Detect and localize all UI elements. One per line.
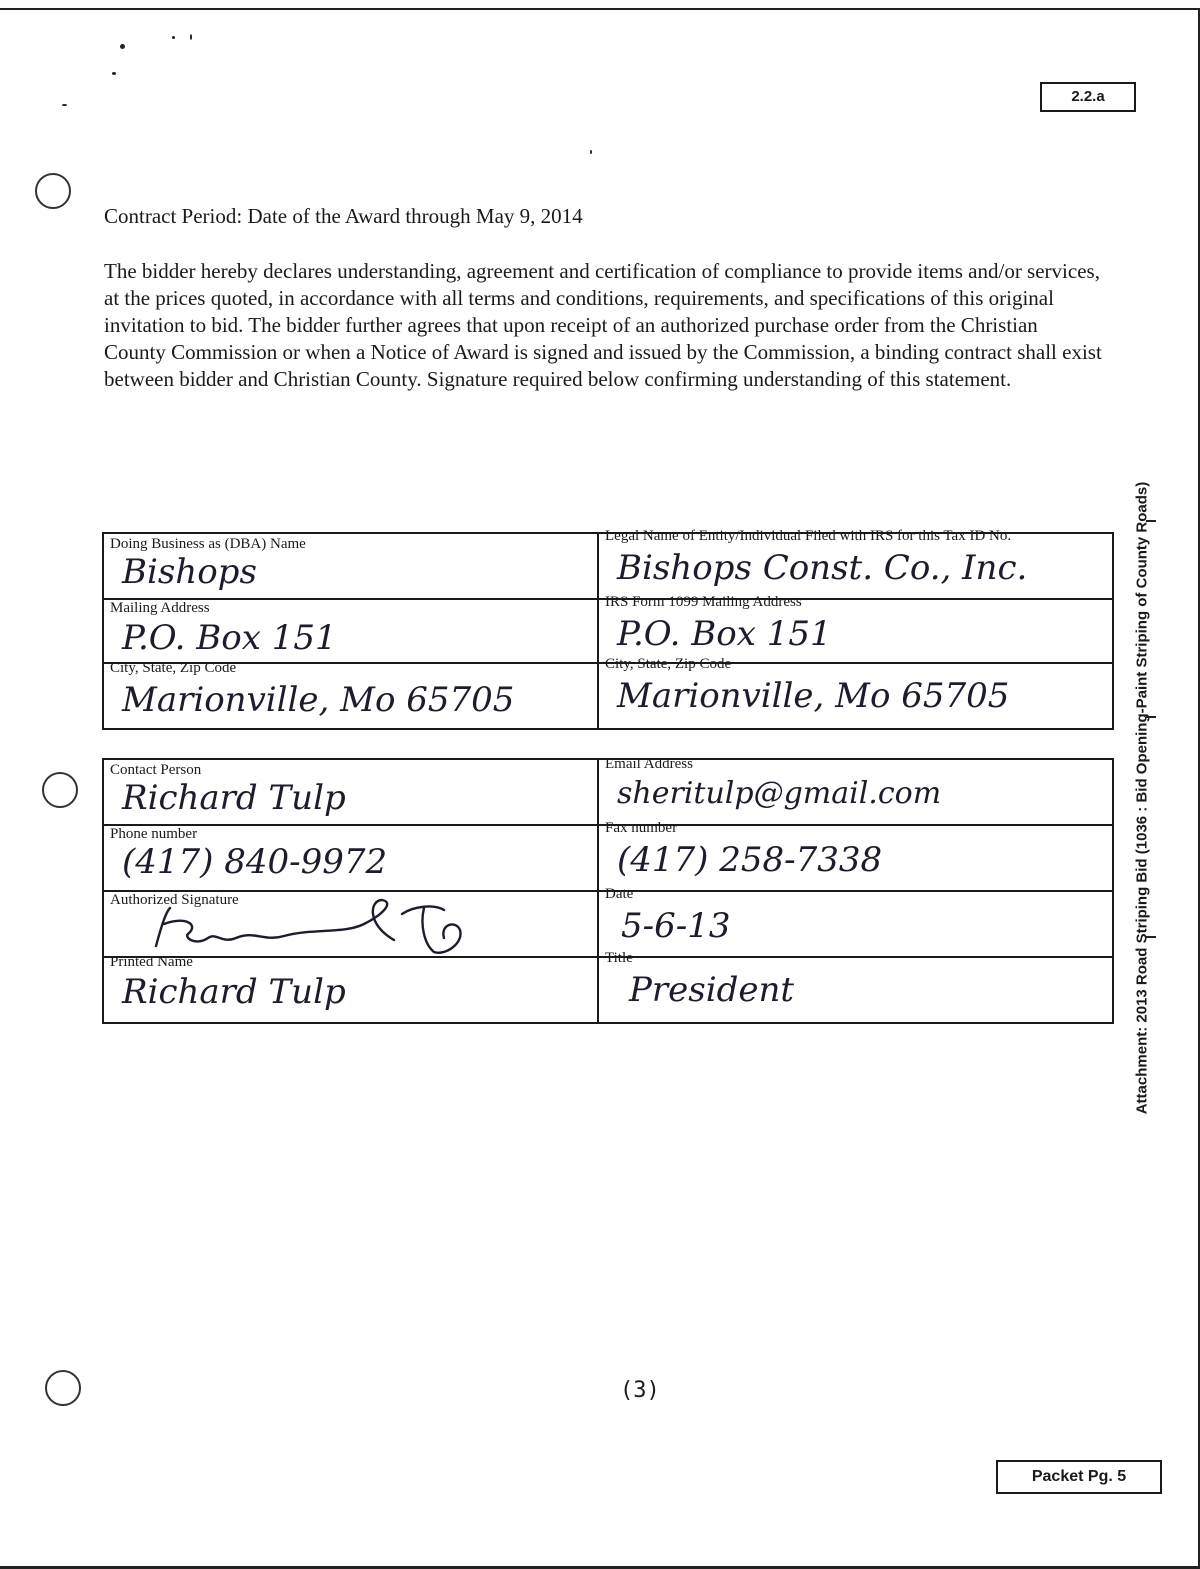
packet-page-box: Packet Pg. 5 [996, 1460, 1162, 1494]
punch-hole-middle [42, 772, 78, 808]
contact-person-value: Richard Tulp [122, 778, 346, 818]
scan-speck [590, 150, 592, 154]
dba-cell [104, 534, 597, 598]
contact-person-cell [104, 760, 597, 824]
irs-mailing-value: P.O. Box 151 [617, 614, 832, 654]
irs-mailing-label: IRS Form 1099 Mailing Address [605, 594, 802, 610]
date-cell [599, 886, 1112, 956]
phone-label: Phone number [110, 826, 198, 842]
legal-name-value: Bishops Const. Co., Inc. [617, 548, 1028, 588]
scan-speck [120, 44, 125, 49]
scan-speck [62, 104, 67, 106]
signature-label: Authorized Signature [110, 892, 239, 908]
city-state-zip-value: Marionville, Mo 65705 [122, 680, 515, 720]
title-value: President [629, 970, 795, 1010]
printed-name-cell [104, 954, 597, 1022]
contact-person-label: Contact Person [110, 762, 202, 778]
scan-speck [190, 34, 192, 40]
irs-city-state-zip-value: Marionville, Mo 65705 [617, 676, 1010, 716]
mailing-address-cell [104, 600, 597, 662]
phone-cell [104, 826, 597, 890]
vendor-info-table [102, 528, 1114, 730]
scan-speck [172, 36, 175, 39]
punch-hole-top [35, 173, 71, 209]
irs-city-state-zip-cell [599, 656, 1112, 728]
title-label: Title [605, 950, 633, 966]
page-border-top [0, 8, 1200, 10]
printed-name-label: Printed Name [110, 954, 193, 970]
reference-box: 2.2.a [1040, 82, 1136, 112]
legal-name-label: Legal Name of Entity/Individual Filed with IRS for this Tax ID No. [605, 528, 1012, 544]
dba-value: Bishops [122, 552, 257, 592]
fax-label: Fax number [605, 820, 678, 836]
mailing-address-value: P.O. Box 151 [122, 618, 337, 658]
email-value: sheritulp@gmail.com [617, 776, 942, 811]
title-cell [599, 950, 1112, 1022]
irs-city-state-zip-label: City, State, Zip Code [605, 656, 732, 672]
mailing-address-label: Mailing Address [110, 600, 210, 616]
printed-name-value: Richard Tulp [122, 972, 346, 1012]
email-cell [599, 756, 1112, 824]
fax-value: (417) 258-7338 [617, 840, 883, 880]
email-label: Email Address [605, 756, 693, 772]
bidder-statement: The bidder hereby declares understanding, agreement and certification of compliance to provide items and/or services, at the prices quoted, in accordance with all terms and conditions, requirements, and specifications of this original invitation to bid. The bidder further agrees that upon receipt of an authorized purchase order from the Christian County Commission or when a Notice of Award is signed and issued by the Commission, a binding contract shall exist between bidder and Christian County. Signature required below confirming understanding of this statement. [104, 259, 1102, 391]
date-value: 5-6-13 [621, 906, 731, 946]
attachment-side-label: Attachment: 2013 Road Striping Bid (1036 : Bid Opening-Paint Striping of County Roads) [1133, 481, 1151, 1115]
signature-cell [104, 892, 597, 956]
phone-value: (417) 840-9972 [122, 842, 388, 882]
scan-speck [112, 72, 116, 75]
contract-period: Contract Period: Date of the Award through May 9, 2014 [104, 204, 583, 228]
punch-hole-bottom [45, 1370, 81, 1406]
fax-cell [599, 820, 1112, 890]
contact-info-table [102, 758, 1114, 1024]
legal-name-cell [599, 528, 1112, 598]
page-number: (3) [620, 1378, 660, 1403]
irs-mailing-cell [599, 594, 1112, 662]
date-label: Date [605, 886, 634, 902]
city-state-zip-label: City, State, Zip Code [110, 660, 237, 676]
city-state-zip-cell [104, 660, 597, 728]
handwritten-signature [144, 894, 484, 958]
dba-label: Doing Business as (DBA) Name [110, 536, 306, 552]
